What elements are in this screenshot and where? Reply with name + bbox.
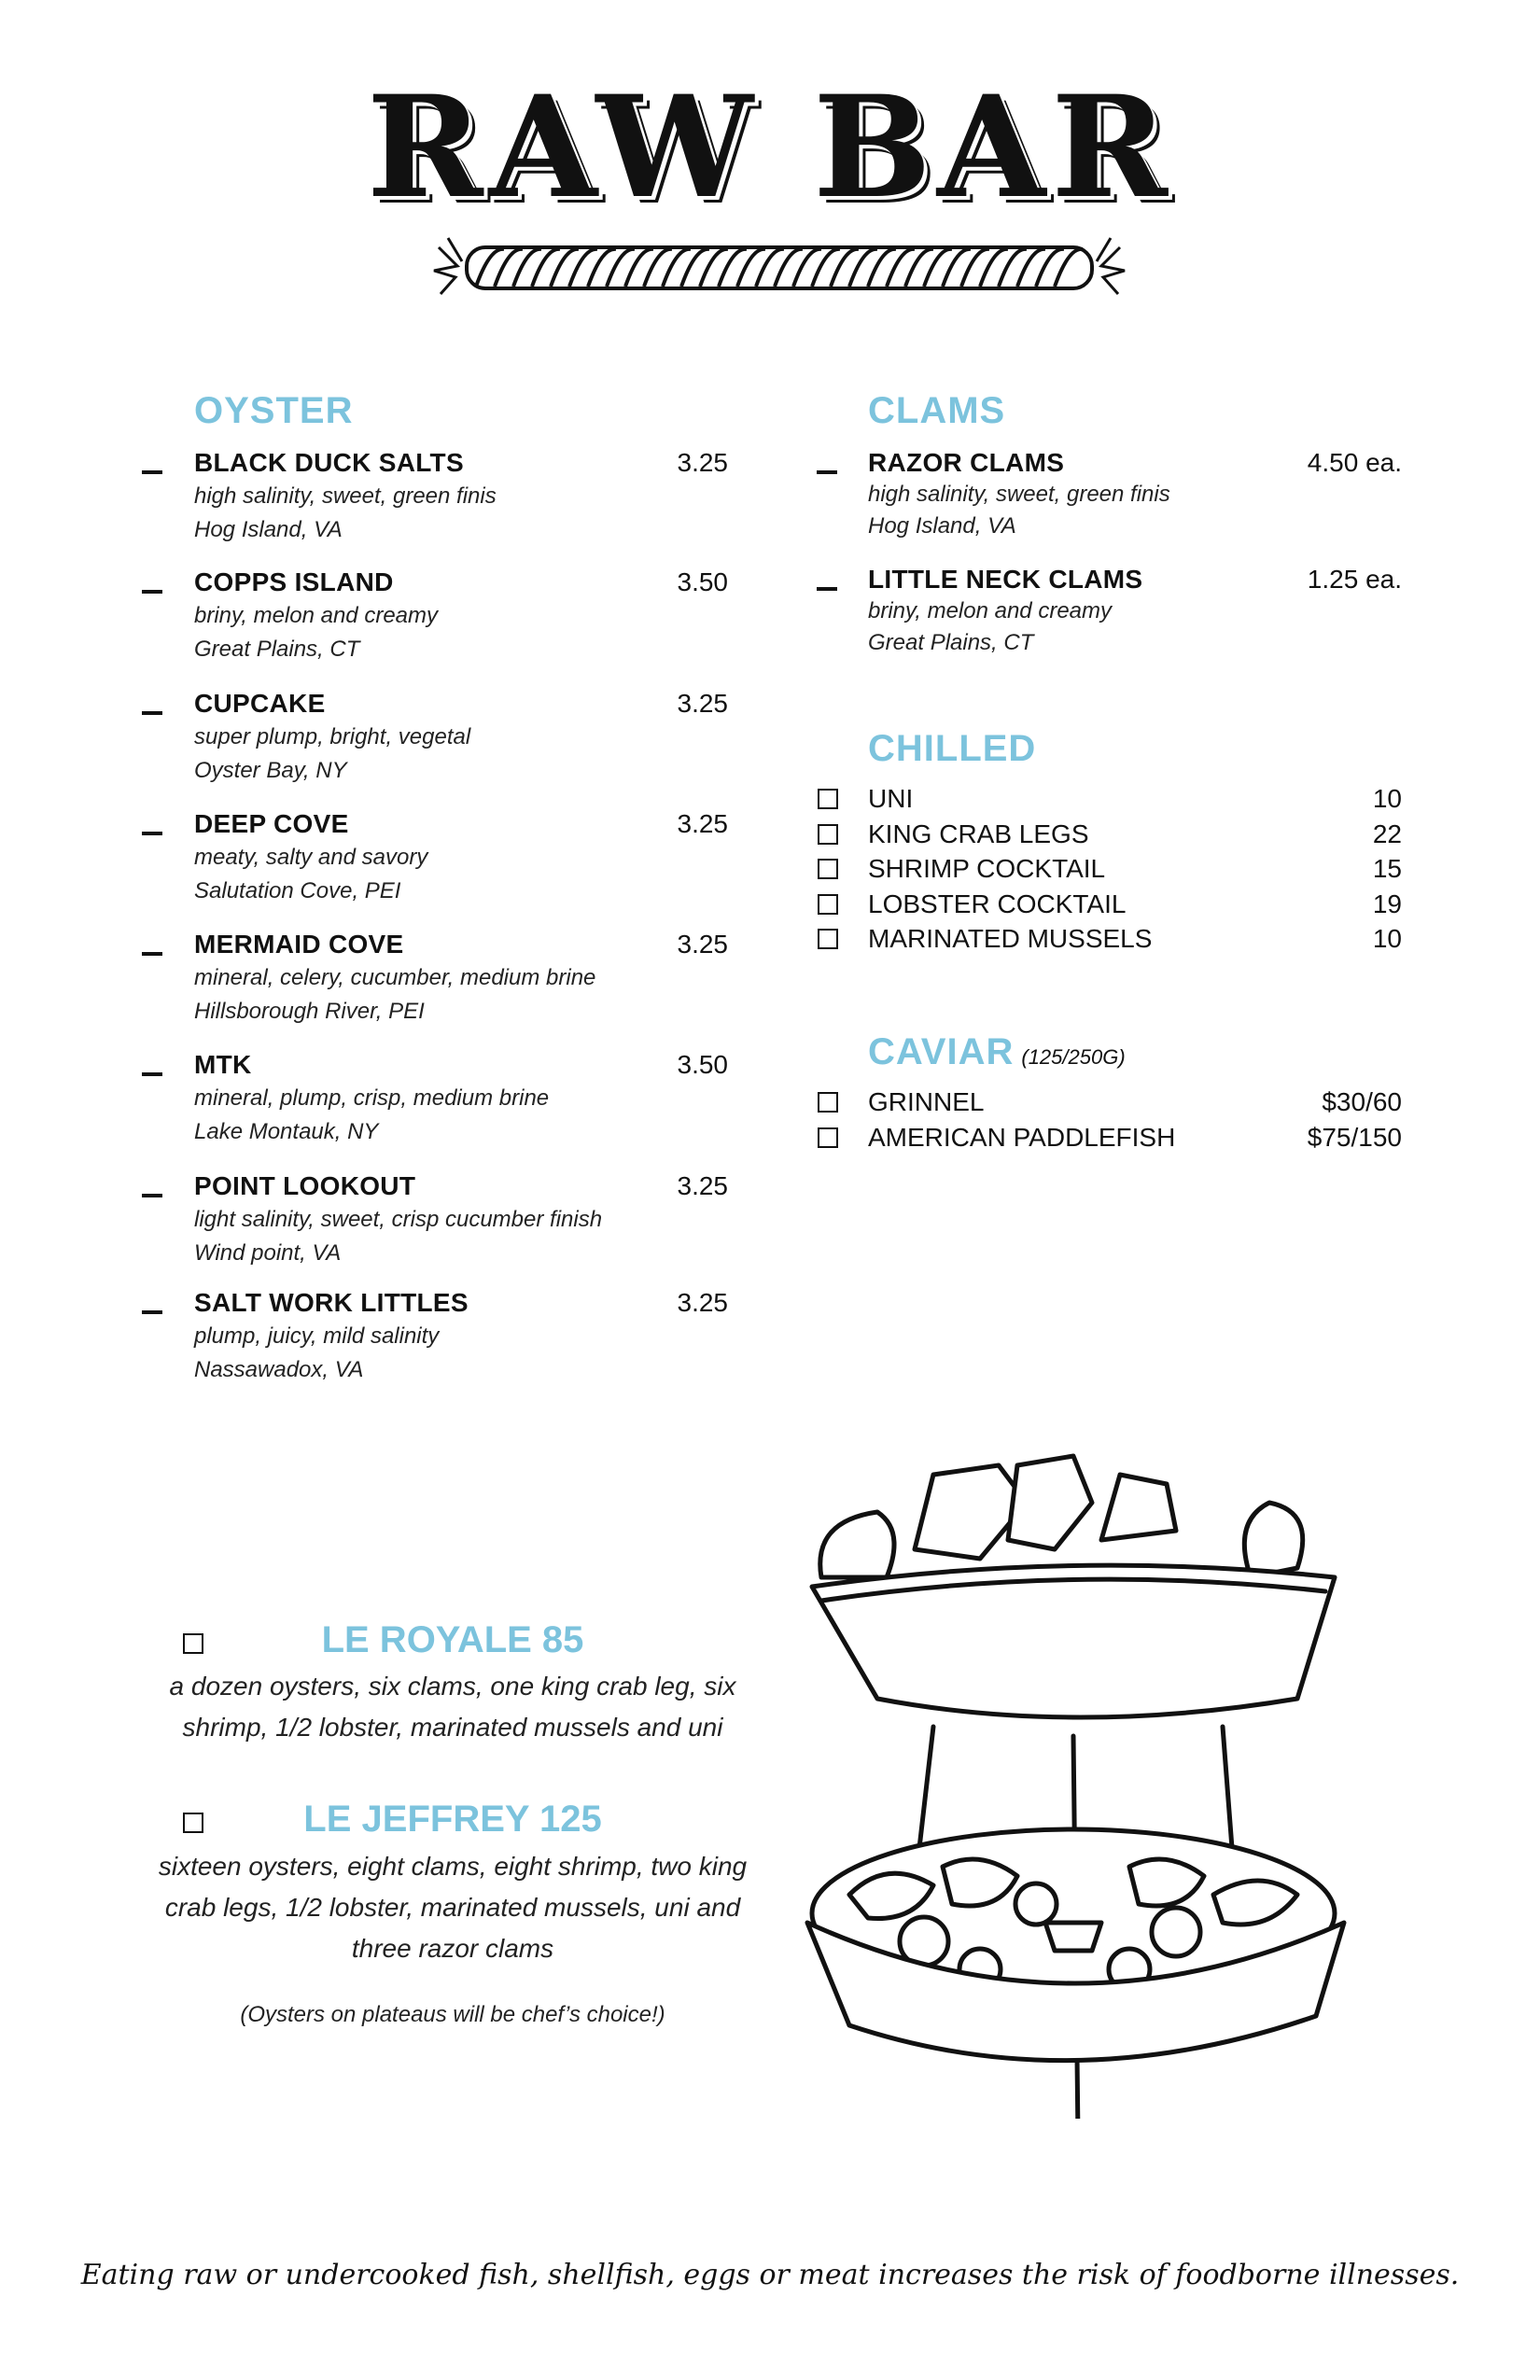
oyster-origin: Great Plains, CT — [194, 637, 360, 662]
le-jeffrey-desc-line: crab legs, 1/2 lobster, marinated mussels, uni and — [164, 1893, 741, 1922]
food-safety-warning: Eating raw or undercooked fish, shellfish, eggs or meat increases the risk of foodborne illnesses. — [80, 2259, 1460, 2291]
oyster-name: MTK — [194, 1050, 252, 1079]
oyster-price: 3.25 — [677, 1171, 728, 1200]
rope-illustration — [420, 219, 1139, 313]
item-dash — [142, 1194, 162, 1197]
chilled-checkbox[interactable] — [818, 824, 838, 845]
oyster-item — [194, 567, 735, 663]
caviar-item-name: GRINNEL — [868, 1087, 985, 1116]
oyster-item — [194, 448, 735, 543]
oyster-price: 3.25 — [677, 1288, 728, 1317]
clam-origin: Hog Island, VA — [868, 513, 1016, 539]
clam-price: 1.25 ea. — [1307, 565, 1402, 594]
oyster-name: MERMAID COVE — [194, 930, 404, 959]
oyster-price: 3.25 — [677, 930, 728, 959]
chilled-item-price: 22 — [1372, 819, 1402, 848]
le-royale-title: LE ROYALE 85 — [321, 1619, 584, 1660]
plateau-note: (Oysters on plateaus will be chef’s choice!) — [240, 2002, 665, 2027]
item-dash — [142, 590, 162, 594]
item-dash — [142, 1072, 162, 1076]
clam-description: high salinity, sweet, green finis — [868, 482, 1170, 507]
oyster-item — [194, 1171, 735, 1267]
chilled-header: CHILLED — [868, 728, 1037, 769]
item-dash — [817, 470, 837, 474]
oyster-description: briny, melon and creamy — [194, 603, 438, 628]
oyster-origin: Hog Island, VA — [194, 517, 343, 542]
clam-origin: Great Plains, CT — [868, 630, 1034, 655]
oyster-name: BLACK DUCK SALTS — [194, 448, 464, 477]
oyster-price: 3.25 — [677, 448, 728, 477]
clam-name: RAZOR CLAMS — [868, 448, 1065, 477]
chilled-checkbox[interactable] — [818, 929, 838, 949]
oyster-description: meaty, salty and savory — [194, 845, 428, 870]
oyster-item — [194, 1288, 735, 1383]
oyster-header: OYSTER — [194, 390, 354, 431]
oyster-description: high salinity, sweet, green finis — [194, 483, 497, 509]
caviar-checkbox[interactable] — [818, 1127, 838, 1148]
oyster-price: 3.50 — [677, 567, 728, 596]
oyster-price: 3.50 — [677, 1050, 728, 1079]
le-royale-description — [149, 1666, 756, 1748]
item-dash — [142, 470, 162, 474]
oyster-origin: Wind point, VA — [194, 1240, 342, 1266]
caviar-item-price: $30/60 — [1322, 1087, 1402, 1116]
caviar-subtitle: (125/250G) — [1021, 1045, 1126, 1069]
oyster-name: SALT WORK LITTLES — [194, 1288, 469, 1317]
caviar-header — [868, 1031, 1126, 1073]
chilled-item-price: 15 — [1372, 854, 1402, 883]
oyster-item — [194, 689, 735, 784]
le-royale-desc-line: a dozen oysters, six clams, one king crab leg, six — [169, 1672, 736, 1701]
caviar-item-price: $75/150 — [1307, 1122, 1402, 1152]
chilled-item-price: 10 — [1372, 784, 1402, 813]
clam-item — [868, 448, 1402, 539]
clam-name: LITTLE NECK CLAMS — [868, 565, 1143, 594]
oyster-item — [194, 930, 735, 1025]
le-royale-desc-line: shrimp, 1/2 lobster, marinated mussels and uni — [182, 1713, 723, 1742]
oyster-description: mineral, plump, crisp, medium brine — [194, 1085, 550, 1111]
page-title: RAW BAR — [366, 65, 1174, 230]
oyster-description: super plump, bright, vegetal — [194, 724, 471, 749]
oyster-name: COPPS ISLAND — [194, 567, 394, 596]
caviar-title: CAVIAR — [868, 1031, 1015, 1072]
item-dash — [142, 1310, 162, 1314]
le-jeffrey-desc-line: sixteen oysters, eight clams, eight shrimp, two king — [158, 1852, 748, 1881]
le-jeffrey-desc-line: three razor clams — [351, 1934, 554, 1963]
oyster-price: 3.25 — [677, 809, 728, 838]
clam-description: briny, melon and creamy — [868, 598, 1112, 623]
chilled-checkbox[interactable] — [818, 894, 838, 915]
oyster-origin: Nassawadox, VA — [194, 1357, 364, 1382]
oyster-item — [194, 1050, 735, 1145]
clam-item — [868, 565, 1402, 656]
chilled-item-price: 10 — [1372, 924, 1402, 953]
clams-header: CLAMS — [868, 390, 1006, 431]
oyster-name: CUPCAKE — [194, 689, 326, 718]
oyster-price: 3.25 — [677, 689, 728, 718]
oyster-item — [194, 809, 735, 904]
chilled-item-name: KING CRAB LEGS — [868, 819, 1089, 848]
le-jeffrey-description — [149, 1846, 756, 1969]
oyster-description: mineral, celery, cucumber, medium brine — [194, 965, 596, 990]
seafood-tower-illustration — [793, 1447, 1372, 2119]
chilled-item-name: LOBSTER COCKTAIL — [868, 889, 1127, 918]
oyster-name: POINT LOOKOUT — [194, 1171, 416, 1200]
item-dash — [142, 952, 162, 956]
le-jeffrey-checkbox[interactable] — [183, 1813, 203, 1833]
oyster-origin: Salutation Cove, PEI — [194, 878, 401, 903]
clam-price: 4.50 ea. — [1307, 448, 1402, 477]
chilled-item-name: SHRIMP COCKTAIL — [868, 854, 1106, 883]
oyster-origin: Hillsborough River, PEI — [194, 999, 425, 1024]
le-royale-checkbox[interactable] — [183, 1633, 203, 1654]
item-dash — [142, 832, 162, 835]
chilled-checkbox[interactable] — [818, 859, 838, 879]
chilled-checkbox[interactable] — [818, 789, 838, 809]
item-dash — [817, 587, 837, 591]
oyster-origin: Lake Montauk, NY — [194, 1119, 379, 1144]
item-dash — [142, 711, 162, 715]
oyster-origin: Oyster Bay, NY — [194, 758, 347, 783]
caviar-checkbox[interactable] — [818, 1092, 838, 1113]
oyster-description: plump, juicy, mild salinity — [194, 1323, 440, 1349]
le-jeffrey-title: LE JEFFREY 125 — [303, 1799, 602, 1840]
caviar-item-name: AMERICAN PADDLEFISH — [868, 1122, 1176, 1152]
oyster-description: light salinity, sweet, crisp cucumber finish — [194, 1207, 603, 1232]
oyster-name: DEEP COVE — [194, 809, 349, 838]
chilled-item-price: 19 — [1372, 889, 1402, 918]
chilled-item-name: UNI — [868, 784, 914, 813]
chilled-item-name: MARINATED MUSSELS — [868, 924, 1153, 953]
